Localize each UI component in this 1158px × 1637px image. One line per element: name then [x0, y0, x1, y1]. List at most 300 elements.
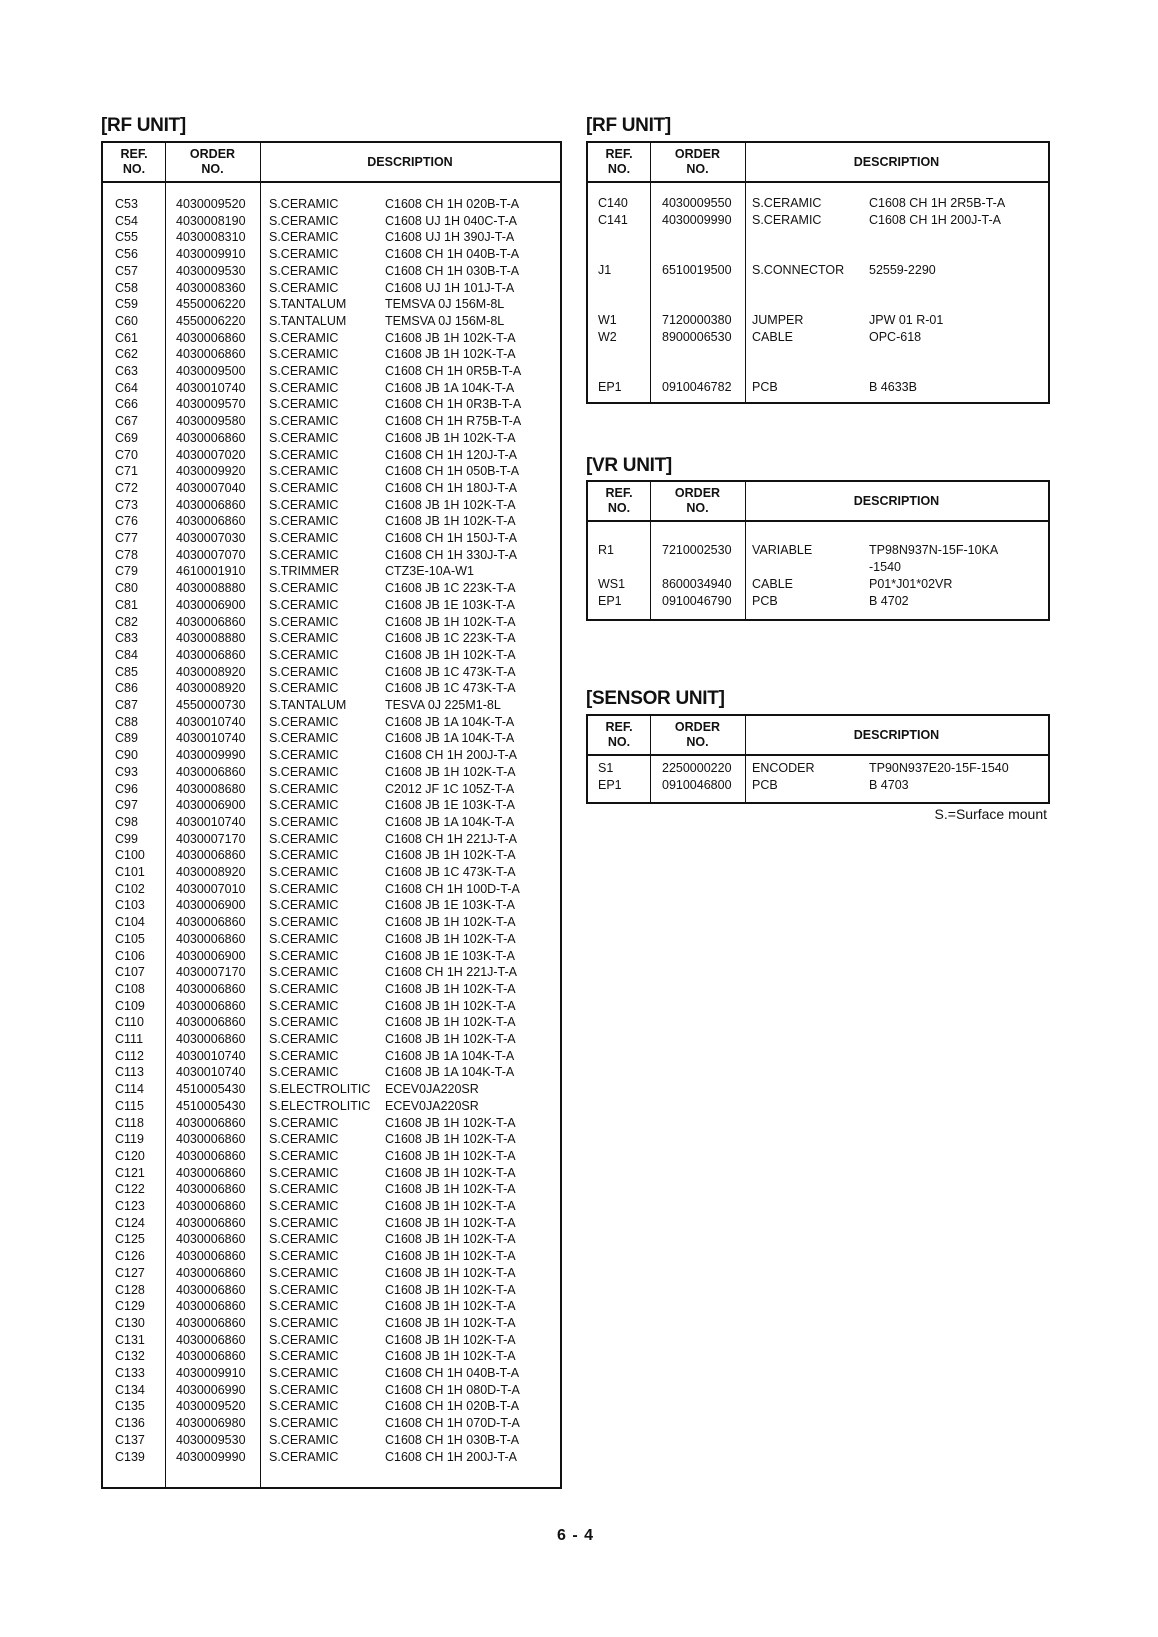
ref-no-cell: C131	[115, 1332, 145, 1347]
part-type-cell: S.CERAMIC	[269, 1148, 339, 1163]
table-row	[103, 1165, 560, 1183]
part-spec-cell: C1608 JB 1C 223K-T-A	[385, 631, 516, 646]
ref-no-cell: C87	[115, 698, 138, 712]
order-no-cell: 4030006860	[176, 430, 246, 445]
table-row	[103, 530, 560, 548]
table-row	[103, 781, 560, 799]
part-type-cell: S.CERAMIC	[269, 330, 339, 345]
ref-no-cell: C79	[115, 564, 138, 579]
part-type-cell: S.CERAMIC	[269, 213, 339, 228]
ref-no-cell: C118	[115, 1115, 144, 1130]
order-no-cell: 4030006860	[176, 647, 246, 662]
ref-no-cell: C78	[115, 547, 138, 562]
part-type-cell: S.CERAMIC	[269, 597, 339, 612]
table-row	[588, 526, 1048, 544]
part-type-cell: S.ELECTROLITIC	[269, 1098, 371, 1113]
part-spec-cell: C1608 CH 1H 020B-T-A	[385, 1399, 520, 1414]
part-type-cell: VARIABLE	[752, 543, 813, 558]
part-type-cell: S.CERAMIC	[269, 865, 339, 879]
ref-no-cell: C102	[115, 881, 145, 896]
order-no-cell: 4030006860	[176, 1015, 246, 1030]
ref-no-cell: C55	[115, 230, 138, 245]
ref-no-cell: C83	[115, 631, 138, 646]
part-spec-cell: C1608 CH 1H 040B-T-A	[385, 1366, 520, 1380]
part-spec-cell: C1608 JB 1A 104K-T-A	[385, 731, 515, 746]
table-row	[103, 296, 560, 314]
ref-no-cell: C57	[115, 263, 138, 278]
part-spec-cell: C1608 JB 1H 102K-T-A	[385, 497, 516, 512]
table-row	[588, 245, 1048, 263]
table-row	[103, 964, 560, 982]
order-no-cell: 4030006900	[176, 597, 246, 612]
part-type-cell: S.CERAMIC	[269, 781, 339, 796]
part-spec-cell: C1608 JB 1H 102K-T-A	[385, 998, 516, 1013]
ref-no-cell: EP1	[598, 593, 622, 608]
ref-no-cell: C113	[115, 1065, 144, 1080]
surface-mount-note: S.=Surface mount	[934, 806, 1047, 822]
part-spec-cell: B 4633B	[869, 379, 917, 394]
part-type-cell: S.CERAMIC	[269, 748, 339, 763]
part-spec-cell: TP90N937E20-15F-1540	[869, 761, 1009, 775]
ref-no-cell: C93	[115, 764, 138, 779]
table-row	[103, 714, 560, 732]
part-spec-cell: C1608 JB 1A 104K-T-A	[385, 814, 515, 829]
part-type-cell: S.CERAMIC	[269, 581, 339, 596]
table-row	[103, 280, 560, 298]
order-no-cell: 4030010740	[176, 1065, 246, 1080]
part-spec-cell: P01*J01*02VR	[869, 576, 953, 591]
part-spec-cell: C1608 JB 1A 104K-T-A	[385, 380, 515, 395]
order-no-cell: 4030006860	[176, 1265, 246, 1280]
order-no-cell: 4030008880	[176, 581, 246, 596]
part-spec-cell: C1608 JB 1H 102K-T-A	[385, 1132, 516, 1147]
part-spec-cell: C1608 CH 1H 100D-T-A	[385, 881, 520, 896]
order-no-cell: 4030006900	[176, 898, 246, 913]
part-spec-cell: C1608 CH 1H 200J-T-A	[385, 748, 518, 763]
ref-no-cell: WS1	[598, 576, 626, 591]
table-row	[588, 262, 1048, 280]
ref-no-cell: C81	[115, 597, 138, 612]
part-type-cell: S.CERAMIC	[269, 1299, 339, 1314]
ref-no-cell: C97	[115, 798, 138, 813]
part-type-cell: S.CERAMIC	[269, 898, 339, 913]
ref-no-cell: C114	[115, 1082, 144, 1097]
table-row	[103, 981, 560, 999]
ref-no-cell: C140	[598, 196, 628, 210]
part-spec-cell: C1608 JB 1E 103K-T-A	[385, 948, 515, 963]
part-type-cell: S.CERAMIC	[269, 948, 339, 963]
table-row	[103, 1115, 560, 1133]
table-row	[588, 362, 1048, 380]
ref-no-cell: C136	[115, 1416, 145, 1431]
ref-no-cell: C139	[115, 1449, 145, 1464]
ref-no-cell: C141	[598, 212, 628, 227]
part-spec-cell: C1608 JB 1H 102K-T-A	[385, 915, 516, 930]
order-no-cell: 4030009910	[176, 1366, 246, 1380]
part-type-cell: ENCODER	[752, 761, 815, 775]
part-spec-cell: C1608 JB 1H 102K-T-A	[385, 1199, 516, 1213]
part-spec-cell: C1608 JB 1H 102K-T-A	[385, 1282, 516, 1297]
order-no-cell: 4030009580	[176, 414, 246, 429]
part-type-cell: S.CERAMIC	[269, 1182, 339, 1197]
table-row	[588, 279, 1048, 297]
part-type-cell: S.CERAMIC	[269, 1165, 339, 1180]
ref-no-cell: EP1	[598, 379, 622, 394]
order-no-cell: 0910046800	[662, 777, 732, 792]
part-spec-cell: C1608 CH 1H 2R5B-T-A	[869, 196, 1006, 210]
order-no-cell: 7210002530	[662, 543, 732, 558]
part-type-cell: S.CERAMIC	[269, 364, 339, 378]
rf-unit-table-left	[101, 141, 562, 1489]
part-spec-cell: C1608 JB 1H 102K-T-A	[385, 764, 516, 779]
part-type-cell: S.CERAMIC	[269, 1416, 339, 1431]
table-row	[103, 1064, 560, 1082]
part-type-cell: S.CERAMIC	[269, 1399, 339, 1414]
ref-no-cell: C135	[115, 1399, 145, 1414]
table-row	[103, 1348, 560, 1366]
table-row	[103, 363, 560, 381]
part-type-cell: S.CONNECTOR	[752, 262, 845, 277]
part-spec-cell: C1608 CH 1H 020B-T-A	[385, 197, 520, 211]
table-row	[103, 647, 560, 665]
ref-no-cell: C69	[115, 430, 138, 445]
order-no-cell: 4030006860	[176, 614, 246, 629]
table-row	[103, 697, 560, 715]
order-no-cell: 4030009990	[176, 748, 246, 763]
rf-unit-title-right: [RF UNIT]	[586, 115, 671, 136]
order-no-cell: 8900006530	[662, 329, 732, 344]
part-spec-cell: C1608 JB 1H 102K-T-A	[385, 347, 516, 362]
table-row	[103, 931, 560, 949]
part-type-cell: S.CERAMIC	[269, 1215, 339, 1230]
ref-no-cell: R1	[598, 543, 614, 558]
part-type-cell: S.CERAMIC	[269, 430, 339, 445]
ref-no-cell: C127	[115, 1265, 145, 1280]
ref-no-cell: C120	[115, 1148, 145, 1163]
part-type-cell: S.CERAMIC	[269, 831, 339, 846]
part-type-cell: S.CERAMIC	[269, 397, 339, 412]
table-row	[103, 1048, 560, 1066]
sensor-unit-table	[586, 714, 1050, 804]
table-row	[588, 542, 1048, 560]
table-row	[103, 1031, 560, 1049]
order-no-cell: 4030006860	[176, 347, 246, 362]
order-no-cell: 4030007070	[176, 547, 246, 562]
part-type-cell: S.CERAMIC	[269, 631, 339, 646]
part-spec-cell: C1608 CH 1H 221J-T-A	[385, 831, 518, 846]
ref-no-cell: C89	[115, 731, 138, 746]
part-type-cell: S.CERAMIC	[269, 614, 339, 629]
table-row	[103, 430, 560, 448]
order-no-cell: 4030006860	[176, 1115, 246, 1130]
ref-no-cell: C122	[115, 1182, 145, 1197]
part-spec-cell: C1608 JB 1A 104K-T-A	[385, 1048, 515, 1063]
part-type-cell: S.CERAMIC	[269, 647, 339, 662]
ref-no-cell: C105	[115, 931, 145, 946]
part-spec-cell: B 4703	[869, 777, 909, 792]
table-row	[103, 396, 560, 414]
order-no-cell: 4030008920	[176, 664, 246, 679]
part-spec-cell: C1608 UJ 1H 040C-T-A	[385, 213, 518, 228]
part-type-cell: S.CERAMIC	[269, 814, 339, 829]
part-spec-cell: C1608 JB 1H 102K-T-A	[385, 1115, 516, 1130]
table-row	[103, 513, 560, 531]
ref-no-cell: J1	[598, 262, 612, 277]
part-spec-cell: C1608 JB 1H 102K-T-A	[385, 981, 516, 996]
table-row	[103, 463, 560, 481]
ref-no-cell: C124	[115, 1215, 145, 1230]
ref-no-cell: S1	[598, 761, 614, 775]
table-row	[103, 229, 560, 247]
table-row	[103, 246, 560, 264]
part-type-cell: JUMPER	[752, 312, 804, 327]
table-row	[103, 1365, 560, 1383]
part-type-cell: S.CERAMIC	[269, 230, 339, 245]
vr-unit-table	[586, 480, 1050, 621]
order-no-cell: 4510005430	[176, 1098, 246, 1113]
ref-no-cell: C59	[115, 297, 138, 312]
order-no-cell: 4030010740	[176, 1048, 246, 1063]
part-type-cell: PCB	[752, 593, 778, 608]
part-spec-cell: C1608 JB 1H 102K-T-A	[385, 1015, 516, 1030]
part-spec-cell: C1608 JB 1C 223K-T-A	[385, 581, 516, 596]
part-spec-cell: C1608 JB 1H 102K-T-A	[385, 647, 516, 662]
part-spec-cell: C1608 JB 1E 103K-T-A	[385, 898, 515, 913]
part-type-cell: S.CERAMIC	[269, 380, 339, 395]
order-no-cell: 4030009990	[662, 212, 732, 227]
table-row	[588, 228, 1048, 246]
part-type-cell: S.TANTALUM	[269, 698, 347, 712]
ref-no-cell: C61	[115, 330, 138, 345]
part-type-cell: S.CERAMIC	[269, 1232, 339, 1247]
table-row	[588, 195, 1048, 213]
ref-no-cell: C96	[115, 781, 138, 796]
order-no-cell: 4030006860	[176, 497, 246, 512]
table-row	[103, 1282, 560, 1300]
part-type-cell: S.CERAMIC	[269, 764, 339, 779]
order-no-cell: 4030009990	[176, 1449, 246, 1464]
description-header: DESCRIPTION	[853, 154, 940, 169]
part-type-cell: S.CERAMIC	[269, 881, 339, 896]
table-row	[103, 814, 560, 832]
ref-no-cell: C84	[115, 647, 138, 662]
table-row	[103, 998, 560, 1016]
part-spec-cell: C1608 UJ 1H 101J-T-A	[385, 280, 515, 295]
part-spec-cell: C1608 JB 1A 104K-T-A	[385, 1065, 515, 1080]
order-no-cell: 4030009550	[662, 196, 732, 210]
part-spec-cell: C1608 CH 1H 030B-T-A	[385, 1432, 520, 1447]
order-no-cell: 8600034940	[662, 576, 732, 591]
order-no-cell: 4030010740	[176, 714, 246, 729]
table-row	[103, 881, 560, 899]
table-row	[588, 379, 1048, 397]
part-spec-cell: C1608 JB 1C 473K-T-A	[385, 664, 516, 679]
table-row	[103, 447, 560, 465]
order-no-cell: 4030006860	[176, 1032, 246, 1046]
part-type-cell: S.CERAMIC	[269, 247, 339, 262]
ref-no-cell: C133	[115, 1366, 145, 1380]
order-no-cell: 0910046790	[662, 593, 732, 608]
ref-no-cell: C71	[115, 464, 138, 479]
part-type-cell: S.CERAMIC	[269, 1315, 339, 1330]
ref-no-cell: C106	[115, 948, 145, 963]
table-row	[588, 509, 1048, 527]
order-no-cell: 4610001910	[176, 564, 246, 579]
ref-no-cell: C123	[115, 1199, 145, 1213]
order-no-cell: 4030006860	[176, 1332, 246, 1347]
part-type-cell: S.CERAMIC	[269, 1015, 339, 1030]
part-type-cell: S.CERAMIC	[269, 681, 339, 696]
part-spec-cell: C1608 JB 1H 102K-T-A	[385, 1232, 516, 1247]
part-spec-cell: C1608 JB 1H 102K-T-A	[385, 931, 516, 946]
table-row	[103, 196, 560, 214]
table-row	[103, 797, 560, 815]
part-type-cell: S.CERAMIC	[269, 1199, 339, 1213]
ref-no-cell: C125	[115, 1232, 145, 1247]
order-no-cell: 4030006860	[176, 1249, 246, 1264]
order-no-cell: 4030006860	[176, 1199, 246, 1213]
table-row	[103, 730, 560, 748]
table-row	[103, 1382, 560, 1400]
order-no-cell: 4030009500	[176, 364, 246, 378]
ref-no-cell: C72	[115, 480, 138, 495]
table-row	[588, 576, 1048, 594]
ref-no-cell: C104	[115, 915, 145, 930]
order-no-header: ORDER NO.	[674, 720, 721, 749]
ref-no-cell: C90	[115, 748, 138, 763]
ref-no-header: REF. NO.	[605, 486, 633, 515]
part-type-cell: S.CERAMIC	[269, 1432, 339, 1447]
ref-no-cell: C108	[115, 981, 145, 996]
part-type-cell: S.CERAMIC	[752, 196, 822, 210]
part-type-cell: S.CERAMIC	[269, 197, 339, 211]
part-spec-cell: C1608 JB 1H 102K-T-A	[385, 1332, 516, 1347]
order-no-cell: 0910046782	[662, 379, 732, 394]
table-row	[588, 329, 1048, 347]
table-row	[588, 593, 1048, 611]
table-row	[103, 831, 560, 849]
description-header: DESCRIPTION	[367, 154, 453, 169]
order-no-cell: 4030009520	[176, 1399, 246, 1414]
table-row	[103, 1148, 560, 1166]
ref-no-cell: C103	[115, 898, 145, 913]
table-row	[103, 948, 560, 966]
order-no-cell: 4030008880	[176, 631, 246, 646]
order-no-cell: 4030007030	[176, 531, 246, 545]
table-row	[103, 897, 560, 915]
part-type-cell: S.CERAMIC	[269, 480, 339, 495]
ref-no-cell: C101	[115, 865, 145, 879]
table-row	[103, 680, 560, 698]
table-row	[103, 597, 560, 615]
table-row	[103, 1298, 560, 1316]
part-spec-cell: C1608 JB 1C 473K-T-A	[385, 865, 516, 879]
table-row	[588, 345, 1048, 363]
rf-unit-title-left: [RF UNIT]	[101, 115, 186, 136]
table-row	[103, 1265, 560, 1283]
table-row	[103, 1198, 560, 1216]
part-type-cell: S.ELECTROLITIC	[269, 1082, 371, 1097]
part-type-cell: S.CERAMIC	[269, 531, 339, 545]
part-type-cell: S.CERAMIC	[269, 1382, 339, 1397]
table-row	[103, 1098, 560, 1116]
order-no-cell: 4030008920	[176, 865, 246, 879]
order-no-cell: 6510019500	[662, 262, 732, 277]
ref-no-cell: C70	[115, 447, 138, 462]
order-no-cell: 4030007170	[176, 965, 246, 980]
ref-no-cell: C129	[115, 1299, 145, 1314]
ref-no-cell: C66	[115, 397, 138, 412]
vr-unit-title: [VR UNIT]	[586, 455, 672, 476]
ref-no-cell: C100	[115, 848, 145, 863]
table-row	[103, 1181, 560, 1199]
order-no-cell: 4030008360	[176, 280, 246, 295]
ref-no-cell: C132	[115, 1349, 145, 1364]
order-no-cell: 4030008190	[176, 213, 246, 228]
order-no-cell: 4030006860	[176, 1349, 246, 1364]
part-type-cell: S.CERAMIC	[269, 664, 339, 679]
order-no-cell: 4030006860	[176, 998, 246, 1013]
ref-no-cell: EP1	[598, 777, 622, 792]
table-row	[103, 313, 560, 331]
part-spec-cell: CTZ3E-10A-W1	[385, 564, 474, 579]
ref-no-cell: C77	[115, 531, 138, 545]
part-type-cell: S.CERAMIC	[269, 447, 339, 462]
part-type-cell: S.CERAMIC	[269, 497, 339, 512]
order-no-cell: 4030006860	[176, 514, 246, 529]
part-spec-cell: C1608 JB 1H 102K-T-A	[385, 514, 516, 529]
ref-no-cell: C80	[115, 581, 138, 596]
ref-no-cell: C115	[115, 1098, 144, 1113]
ref-no-cell: C63	[115, 364, 138, 378]
order-no-cell: 4030007170	[176, 831, 246, 846]
part-spec-cell: C1608 JB 1H 102K-T-A	[385, 1182, 516, 1197]
part-spec-cell: C1608 CH 1H 080D-T-A	[385, 1382, 520, 1397]
ref-no-cell: C67	[115, 414, 138, 429]
order-no-header: ORDER NO.	[674, 147, 721, 176]
part-spec-cell: C1608 JB 1H 102K-T-A	[385, 430, 516, 445]
order-no-cell: 4030009910	[176, 247, 246, 262]
ref-no-cell: C82	[115, 614, 138, 629]
table-row	[588, 777, 1048, 795]
order-no-cell: 4030008920	[176, 681, 246, 696]
part-type-cell: S.CERAMIC	[269, 731, 339, 746]
part-type-cell: S.CERAMIC	[269, 798, 339, 813]
ref-no-cell: C62	[115, 347, 138, 362]
ref-no-cell: C112	[115, 1048, 144, 1063]
order-no-cell: 4030009920	[176, 464, 246, 479]
part-spec-cell: C1608 JB 1H 102K-T-A	[385, 1265, 516, 1280]
table-row	[103, 747, 560, 765]
part-spec-cell: TEMSVA 0J 156M-8L	[385, 297, 505, 312]
table-row	[103, 1215, 560, 1233]
part-type-cell: S.CERAMIC	[269, 280, 339, 295]
part-type-cell: CABLE	[752, 329, 793, 344]
part-type-cell: S.CERAMIC	[269, 1249, 339, 1264]
part-spec-cell: C1608 JB 1E 103K-T-A	[385, 798, 515, 813]
part-type-cell: S.CERAMIC	[269, 1366, 339, 1380]
order-no-cell: 4030006860	[176, 1282, 246, 1297]
ref-no-cell: C60	[115, 313, 138, 328]
table-row	[103, 1131, 560, 1149]
part-spec-cell: C1608 JB 1H 102K-T-A	[385, 1165, 516, 1180]
ref-no-cell: C121	[115, 1165, 145, 1180]
part-type-cell: S.CERAMIC	[269, 414, 339, 429]
part-spec-cell: C1608 JB 1H 102K-T-A	[385, 614, 516, 629]
part-spec-cell: C1608 JB 1H 102K-T-A	[385, 848, 516, 863]
table-row	[103, 614, 560, 632]
order-no-cell: 4030006860	[176, 1132, 246, 1147]
